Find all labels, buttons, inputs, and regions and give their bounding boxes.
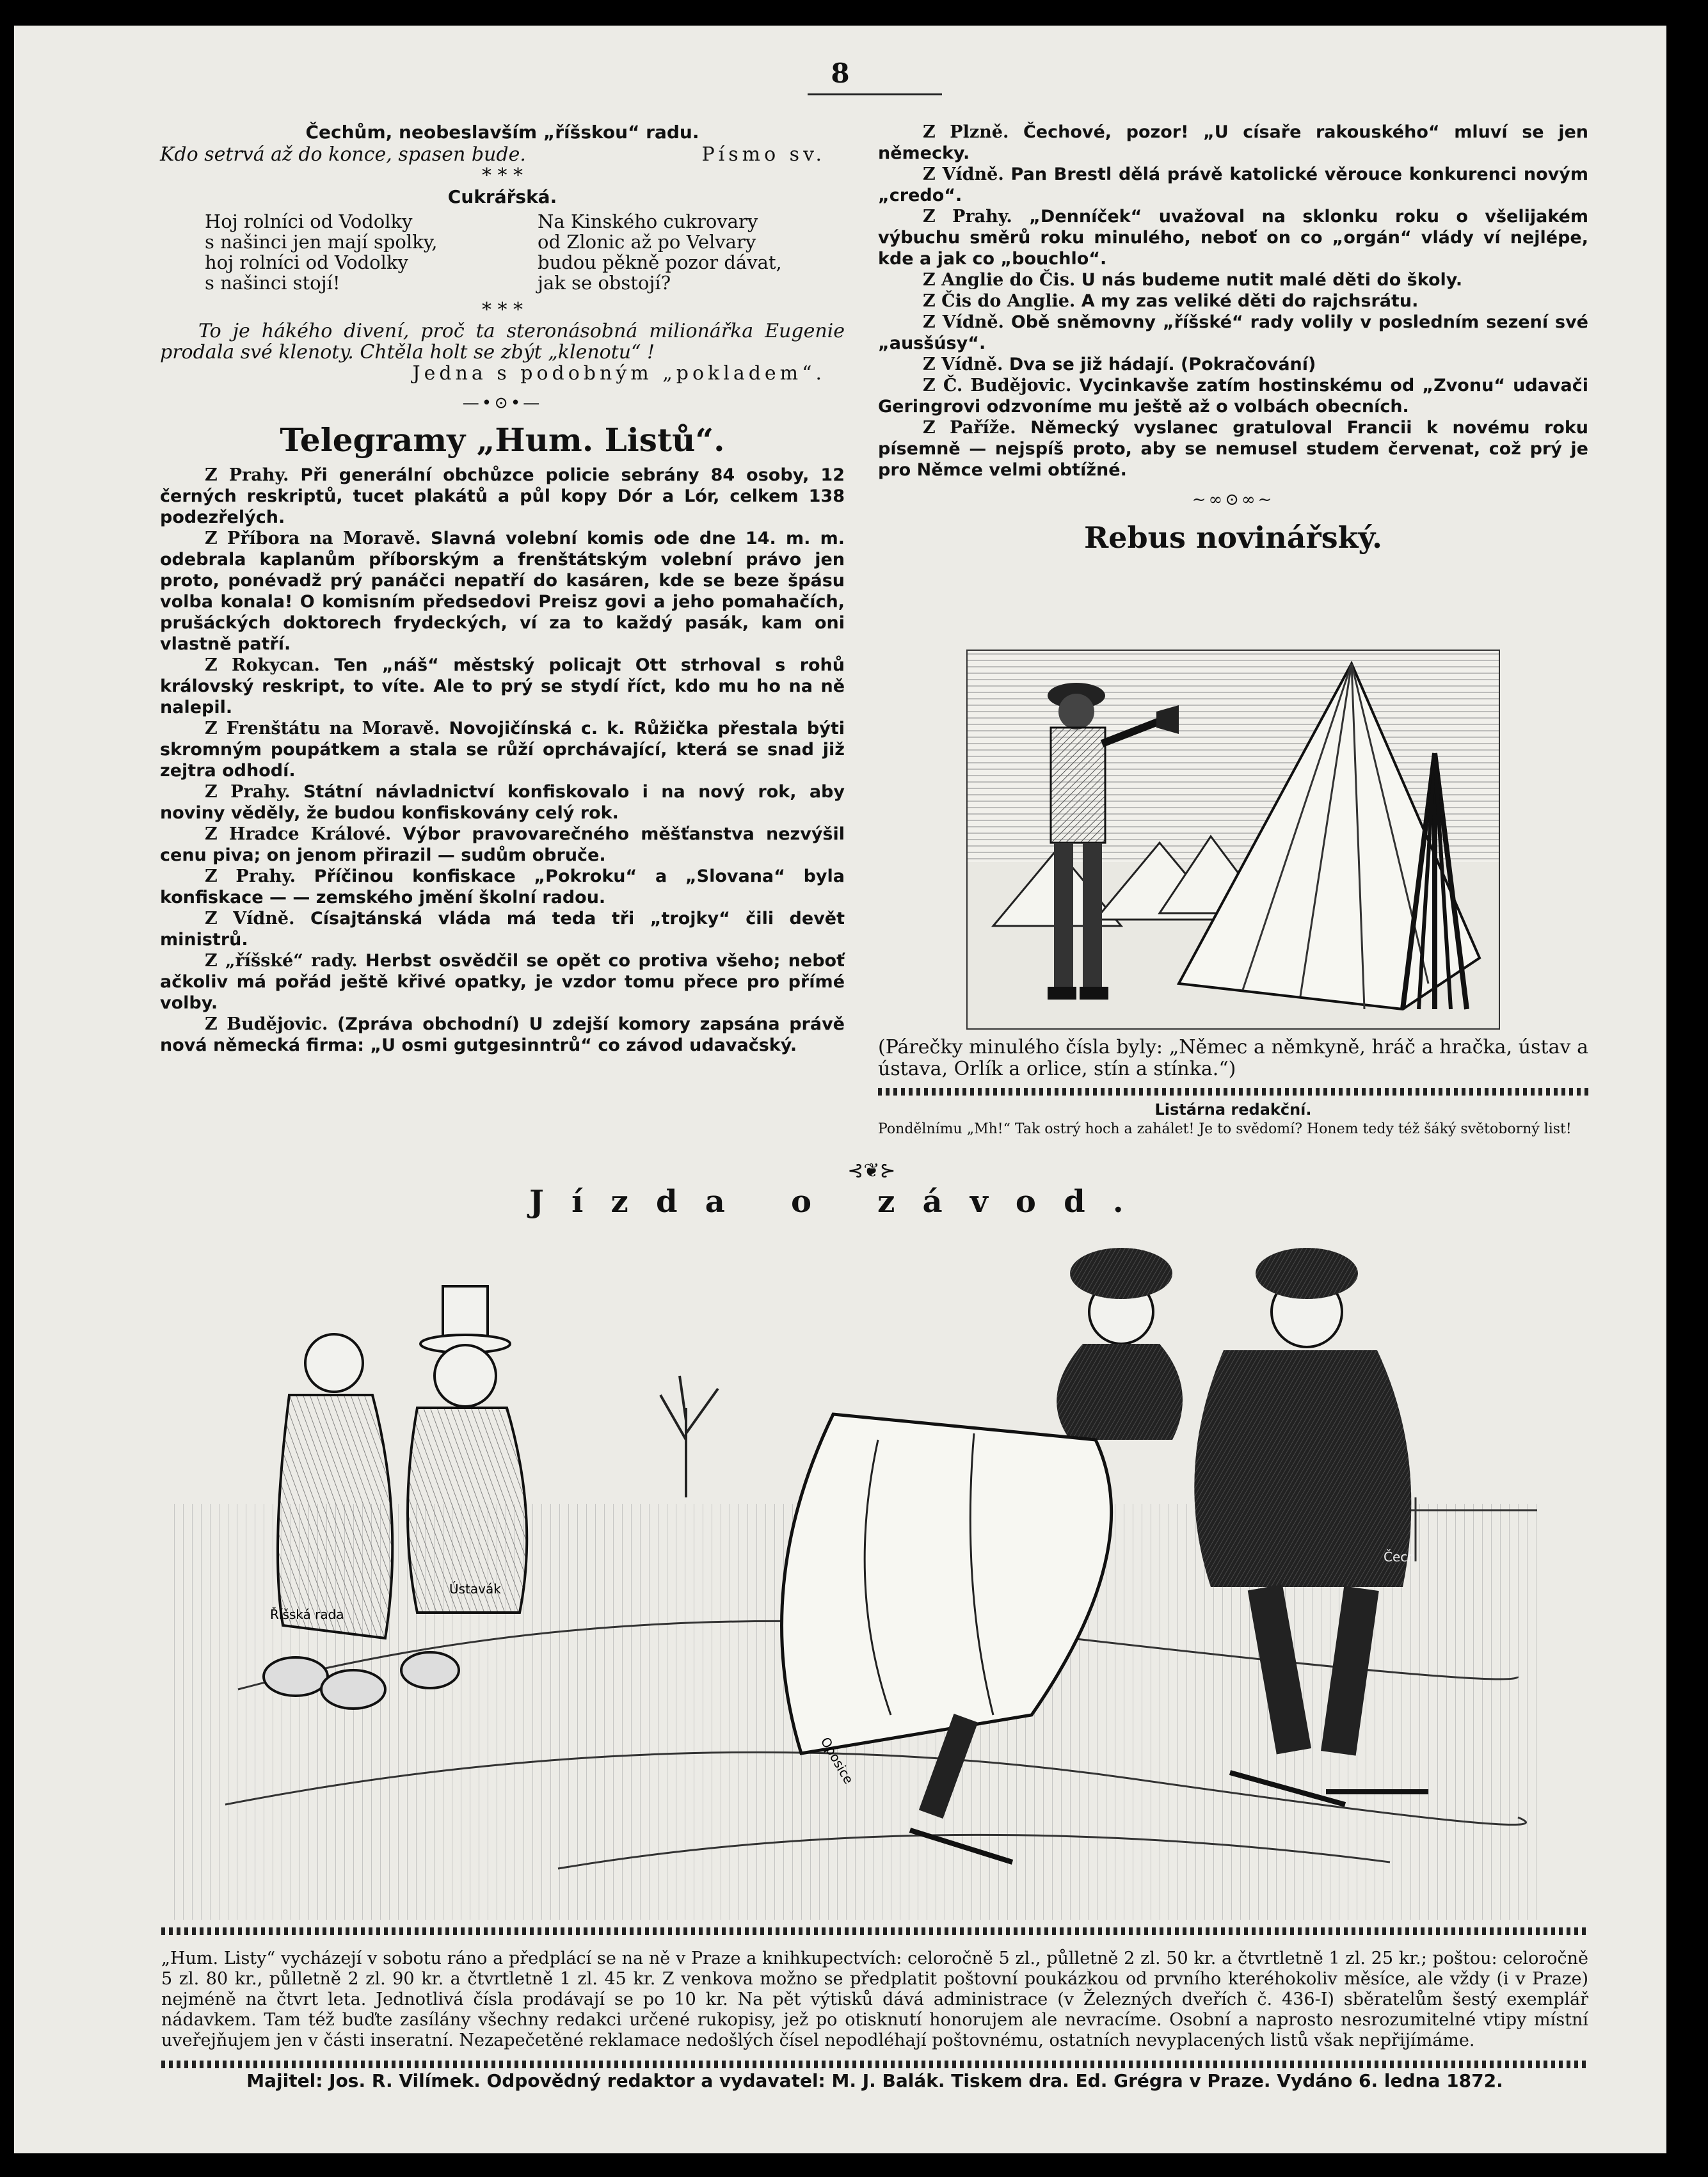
telegram-item: Z Paříže. Německý vyslanec gratuloval Francii k novému roku písemně — nejspíš proto, aby se nemusel studem červenat, což prý je pro Němce velmi obtížné. [878, 418, 1588, 480]
telegrams-list-continued [878, 122, 1588, 481]
motto-source: Písmo sv. [701, 143, 826, 166]
rebus-caption: (Párečky minulého čísla byly: „Němec a němkyně, hráč a hračka, ústav a ústava, Orlík a orlice, stín a stínka.“) [878, 1036, 1588, 1080]
poem-column-left [205, 211, 512, 293]
verse-line: Hoj rolníci od Vodolky [205, 211, 413, 232]
left-column [160, 122, 845, 1056]
telegram-item: Z Vídně. Obě sněmovny „říšské“ rady volily v posledním sezení své „ausšúsy“. [878, 312, 1588, 353]
telegram-item: Z Plzně. Čechové, pozor! „U císaře rakouského“ mluví se jen německy. [878, 122, 1588, 163]
label-left-woman: Říšská rada [270, 1607, 344, 1622]
telegram-item: Z Prahy. Při generální obchůzce policie sebrány 84 osoby, 12 černých reskriptů, tucet plakátů a půl kopy Dór a Lór, celkem 138 podezřelých. [160, 465, 845, 527]
skating-cartoon [174, 1229, 1537, 1920]
note-signature: Jedna s podobným „pokladem“. [412, 362, 826, 385]
telegram-item: Z Frenštátu na Moravě. Novojičínská c. k. Růžička přestala býti skromným poupátkem a stala se růží oprchávající, která se snad již zejtra odhodí. [160, 719, 845, 781]
motto: Kdo setrvá až do konce, spasen bude. [160, 143, 526, 166]
telegram-item: Z Budějovic. (Zpráva obchodní) U zdejší komory zapsána právě nová německá firma: „U osmi gutgesinntrů“ co závod udavačský. [160, 1014, 845, 1055]
stars: * * * [481, 299, 523, 321]
verse-line: hoj rolníci od Vodolky [205, 251, 408, 273]
verse-line: s našinci stojí! [205, 272, 340, 294]
telegram-item: Z Čis do Anglie. A my zas veliké děti do rajchsrátu. [923, 291, 1419, 311]
telegram-item: Z Prahy. Státní návladnictví konfiskovalo i na nový rok, aby noviny věděly, že budou konfiskovány celý rok. [160, 782, 845, 823]
verse-line: jak se obstojí? [538, 272, 671, 294]
verse-line: budou pěkně pozor dávat, [538, 251, 782, 273]
motto-line [160, 144, 845, 165]
poem [205, 211, 845, 293]
telegrams-title: Telegramy „Hum. Listů“. [280, 421, 725, 459]
right-column [878, 122, 1588, 560]
telegram-item: Z Hradce Králové. Výbor pravovarečného měšťanstva nezvýšil cenu piva; on jenom přirazil — sudům obruče. [160, 824, 845, 865]
telegram-item: Z Prahy. „Denníček“ uvažoval na sklonku roku o všelijakém výbuchu směrů roku minulého, neboť on co „orgán“ vlády ví nejlépe, kde a jak co „bouchlo“. [878, 207, 1588, 269]
telegram-item: Z Rokycan. Ten „náš“ městský policajt Ott strhoval s rohů královský reskript, to víte. Ale to prý se stydí říct, kdo mu ho na ně nalepil. [160, 655, 845, 717]
subscription-notice: „Hum. Listy“ vycházejí v sobotu ráno a předplácí se na ně v Praze a knihkupectvích: celoročně 5 zl., půlletně 2 zl. 50 kr. a čtvrtletně 1 zl. 25 kr.; poštou: celoročně 5 zl. 80 kr., půlletně 2 zl. 90 kr. a čtvrtletně 1 zl. 45 kr. Z venkova možno se předplatit poštovní poukázkou od prvního kteréhokoliv měsíce, ale vždy (i v Praze) nejméně na čtvrt leta. Jednotlivá čísla prodávají se po 10 kr. Na pět výtisků dává administrace (v Železných dveřích č. 436-I) sběratelům šestý exemplář nádavkem. Tam též buďte zasílány všechny redakci určené rukopisy, jež po otisknutí honorujem ale nevracíme. Osobní a naprosto nesrozumitelné vtipy místní uveřejňujem jen v části inseratní. Nezapečetěné reklamace nedošlých čísel nepodléhají poštovnému, ostatních nevyplacených listů však nepřijímáme. [161, 1949, 1588, 2050]
verse-line: od Zlonic až po Velvary [538, 231, 756, 253]
skating-drawing [174, 1229, 1537, 1920]
stars: * * * [481, 164, 523, 187]
editorial-letters-text: Pondělnímu „Mh!“ Tak ostrý hoch a zahálet! Je to svědomí? Honem tedy též šáký světoborný list! [878, 1121, 1572, 1137]
wavy-rule [161, 2061, 1588, 2068]
label-right-man: Čech [1384, 1549, 1416, 1565]
verse-line: s našinci jen mají spolky, [205, 231, 438, 253]
cartoon-title: Jízda o závod. [529, 1184, 1151, 1220]
imprint-line: Majitel: Jos. R. Vilímek. Odpovědný redaktor a vydavatel: M. J. Balák. Tiskem dra. Ed. Grégra v Praze. Vydáno 6. ledna 1872. [246, 2070, 1503, 2091]
wavy-rule [878, 1088, 1588, 1096]
poem-title: Cukrářská. [447, 186, 557, 207]
rebus-title: Rebus novinářský. [1083, 520, 1383, 555]
page-number-rule [808, 93, 942, 95]
wavy-rule [161, 1927, 1588, 1935]
telegram-item: Z Vídně. Pan Brestl dělá právě katolické věrouce konkurenci novým „credo“. [878, 164, 1589, 205]
telegram-item: Z „říšské“ rady. Herbst osvědčil se opět co protiva všeho; neboť ačkoliv má pořád ještě křivé opatky, je vzdor tomu přece pro přímé volby. [160, 951, 845, 1013]
telegram-item: Z Prahy. Příčinou konfiskace „Pokroku“ a „Slovana“ byla konfiskace — — zemského jmění školní radou. [160, 866, 845, 907]
telegram-item: Z Č. Budějovic. Vycinkavše zatím hostinskému od „Zvonu“ udavači Geringrovi odzvoníme mu ještě až o volbách obecních. [878, 376, 1588, 417]
poem-column-right [538, 211, 845, 293]
note: To je hákého divení, proč ta steronásobná milionářka Eugenie prodala své klenoty. Chtěla holt se zbýt „klenotu“ ! [160, 320, 845, 363]
label-center-woman: Oposice [817, 1734, 857, 1787]
editorial-letters-title: Listárna redakční. [1154, 1101, 1312, 1119]
section-heading: Čechům, neobeslavším „říšskou“ radu. [305, 122, 699, 143]
telegrams-list [160, 465, 845, 1056]
rebus-drawing [968, 651, 1499, 1028]
telegram-item: Z Vídně. Dva se již hádají. (Pokračování) [923, 355, 1316, 374]
tree [660, 1376, 718, 1497]
telegram-item: Z Příbora na Moravě. Slavná volební komis ode dne 14. m. m. odebrala kaplanům příborským a frenštátským volební právo jen proto, ponévadž prý panáčci nepatří do kasáren, kde se beze špásu volba konala! O komisním předsedovi Preisz govi a jeho pomahačích, prušáckých doktorech frydeckých, ví za to každý pasák, kam oni vlastně patří. [160, 529, 845, 654]
newspaper-page [14, 26, 1666, 2153]
ornament: ~∞⊙∞~ [1192, 490, 1275, 509]
label-left-man: Ústavák [449, 1581, 501, 1597]
telegram-item: Z Anglie do Čis. U nás budeme nutit malé děti do školy. [923, 270, 1463, 290]
page-number: 8 [831, 58, 850, 89]
center-ornament: ⊰❦⊱ [847, 1160, 896, 1182]
telegram-item: Z Vídně. Císajtánská vláda má teda tři „trojky“ čili devět ministrů. [160, 909, 845, 950]
divider-ornament: —•⊙•— [462, 394, 543, 413]
verse-line: Na Kinského cukrovary [538, 211, 758, 232]
rebus-illustration [966, 650, 1500, 1030]
